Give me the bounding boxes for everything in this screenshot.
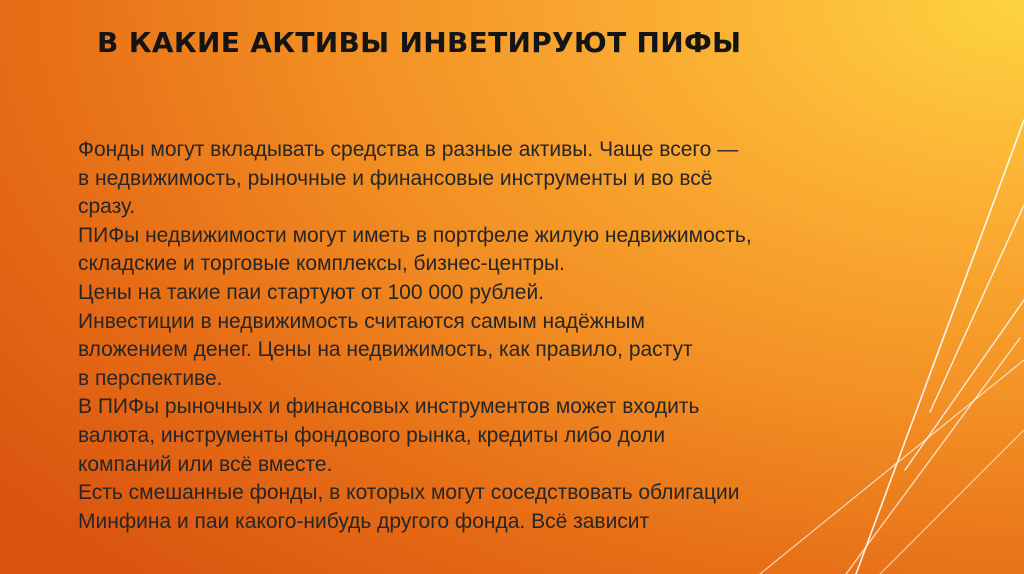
body-line: вложением денег. Цены на недвижимость, как правило, растут xyxy=(78,338,693,362)
body-line: Цены на такие паи стартуют от 100 000 рублей. xyxy=(78,280,545,304)
body-line: складские и торговые комплексы, бизнес-центры. xyxy=(78,252,565,276)
body-line: ПИФы недвижимости могут иметь в портфеле жилую недвижимость, xyxy=(78,223,752,247)
slide-title: В КАКИЕ АКТИВЫ ИНВЕТИРУЮТ ПИФЫ xyxy=(97,26,742,59)
decor-line xyxy=(930,205,1024,412)
body-line: Минфина и паи какого-нибудь другого фонда. Всё зависит xyxy=(78,509,650,533)
body-line: в перспективе. xyxy=(78,366,223,390)
body-line: в недвижимость, рыночные и финансовые инструменты и во всё xyxy=(78,166,713,190)
body-line: Фонды могут вкладывать средства в разные активы. Чаще всего — xyxy=(78,138,739,161)
body-line: компаний или всё вместе. xyxy=(78,452,333,476)
body-line: сразу. xyxy=(78,195,136,219)
body-line: В ПИФы рыночных и финансовых инструментов может входить xyxy=(78,395,700,419)
body-line: валюта, инструменты фондового рынка, кредиты либо доли xyxy=(78,423,666,447)
body-line: Инвестиции в недвижимость считаются самым надёжным xyxy=(78,309,645,333)
body-line: Есть смешанные фонды, в которых могут соседствовать облигации xyxy=(78,481,740,505)
slide-body xyxy=(78,136,928,536)
